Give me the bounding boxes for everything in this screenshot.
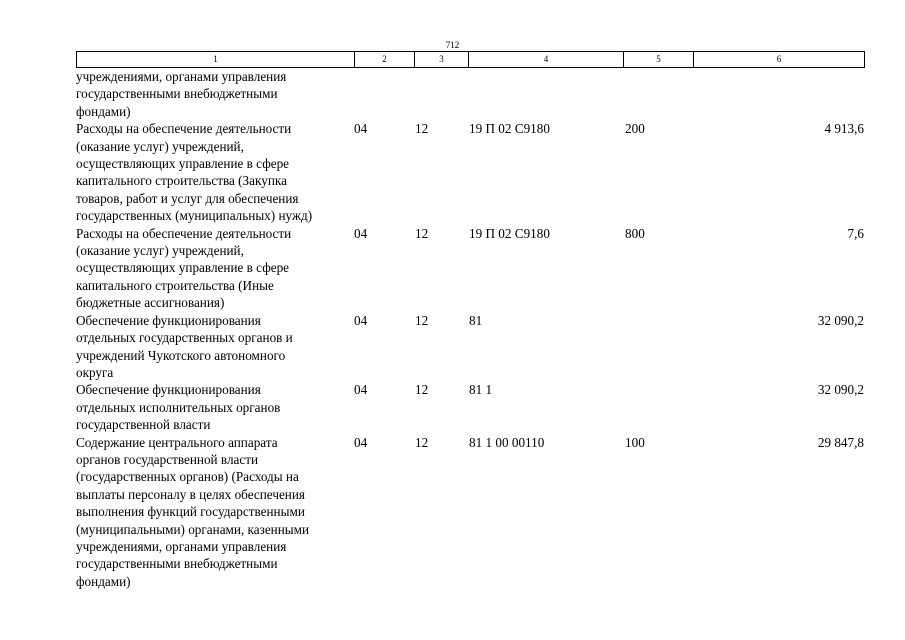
description-line: учреждениями, органами управления	[76, 538, 287, 554]
header-col-5: 5	[624, 52, 694, 68]
description-line: Обеспечение функционирования	[76, 382, 261, 398]
description-line: учреждений Чукотского автономного	[76, 347, 286, 363]
description-line: бюджетные ассигнования)	[76, 295, 225, 311]
description-line: фондами)	[76, 103, 131, 119]
row-description	[76, 381, 354, 433]
description-line: Расходы на обеспечение деятельности	[76, 121, 292, 137]
row-podrazdel: 12	[415, 225, 429, 241]
table-header	[76, 51, 865, 68]
row-description	[76, 68, 354, 120]
row-expense-type: 200	[625, 121, 645, 137]
table-row	[76, 68, 864, 120]
description-line: органов государственной власти	[76, 451, 259, 467]
row-target-article: 19 П 02 С9180	[469, 121, 550, 137]
table-body	[76, 68, 864, 590]
page-number: 712	[445, 40, 460, 50]
description-line: товаров, работ и услуг для обеспечения	[76, 190, 299, 206]
description-line: (оказание услуг) учреждений,	[76, 243, 244, 259]
description-line: (муниципальными) органами, казенными	[76, 521, 310, 537]
header-col-4: 4	[469, 52, 624, 68]
row-target-article: 81	[469, 312, 483, 328]
row-podrazdel: 12	[415, 312, 429, 328]
row-target-article: 19 П 02 С9180	[469, 225, 550, 241]
row-amount: 29 847,8	[817, 434, 864, 450]
row-razdel: 04	[354, 121, 368, 137]
description-line: отдельных исполнительных органов	[76, 399, 281, 415]
row-description	[76, 225, 354, 312]
row-target-article: 81 1	[469, 382, 493, 398]
table-row	[76, 381, 864, 433]
description-line: (оказание услуг) учреждений,	[76, 138, 244, 154]
description-line: государственными внебюджетными	[76, 556, 278, 572]
description-line: капитального строительства (Иные	[76, 277, 274, 293]
row-amount: 4 913,6	[824, 121, 864, 137]
row-razdel: 04	[354, 434, 368, 450]
row-description	[76, 312, 354, 382]
description-line: капитального строительства (Закупка	[76, 173, 287, 189]
row-razdel: 04	[354, 312, 368, 328]
description-line: учреждениями, органами управления	[76, 69, 287, 84]
description-line: Обеспечение функционирования	[76, 312, 261, 328]
description-line: округа	[76, 364, 114, 380]
description-line: фондами)	[76, 573, 131, 589]
row-razdel: 04	[354, 225, 368, 241]
description-line: государственными внебюджетными	[76, 86, 278, 102]
table-row	[76, 434, 864, 591]
description-line: государственной власти	[76, 417, 211, 433]
description-line: осуществляющих управление в сфере	[76, 156, 290, 172]
row-amount: 32 090,2	[817, 382, 864, 398]
description-line: Содержание центрального аппарата	[76, 434, 278, 450]
row-amount: 7,6	[847, 225, 864, 241]
table-row	[76, 312, 864, 382]
row-podrazdel: 12	[415, 382, 429, 398]
table-row	[76, 120, 864, 224]
description-line: выполнения функций государственными	[76, 504, 305, 520]
description-line: Расходы на обеспечение деятельности	[76, 225, 292, 241]
description-line: осуществляющих управление в сфере	[76, 260, 290, 276]
header-col-1: 1	[77, 52, 355, 68]
header-col-2: 2	[355, 52, 415, 68]
description-line: (государственных органов) (Расходы на	[76, 469, 299, 485]
row-expense-type: 800	[625, 225, 645, 241]
description-line: выплаты персоналу в целях обеспечения	[76, 486, 305, 502]
row-description	[76, 120, 354, 224]
header-col-3: 3	[415, 52, 469, 68]
row-razdel: 04	[354, 382, 368, 398]
description-line: государственных (муниципальных) нужд)	[76, 208, 313, 224]
table-row	[76, 225, 864, 312]
row-podrazdel: 12	[415, 434, 429, 450]
row-podrazdel: 12	[415, 121, 429, 137]
header-col-6: 6	[694, 52, 865, 68]
row-amount: 32 090,2	[817, 312, 864, 328]
row-expense-type: 100	[625, 434, 645, 450]
row-target-article: 81 1 00 00110	[469, 434, 545, 450]
description-line: отдельных государственных органов и	[76, 330, 293, 346]
row-description	[76, 434, 354, 591]
